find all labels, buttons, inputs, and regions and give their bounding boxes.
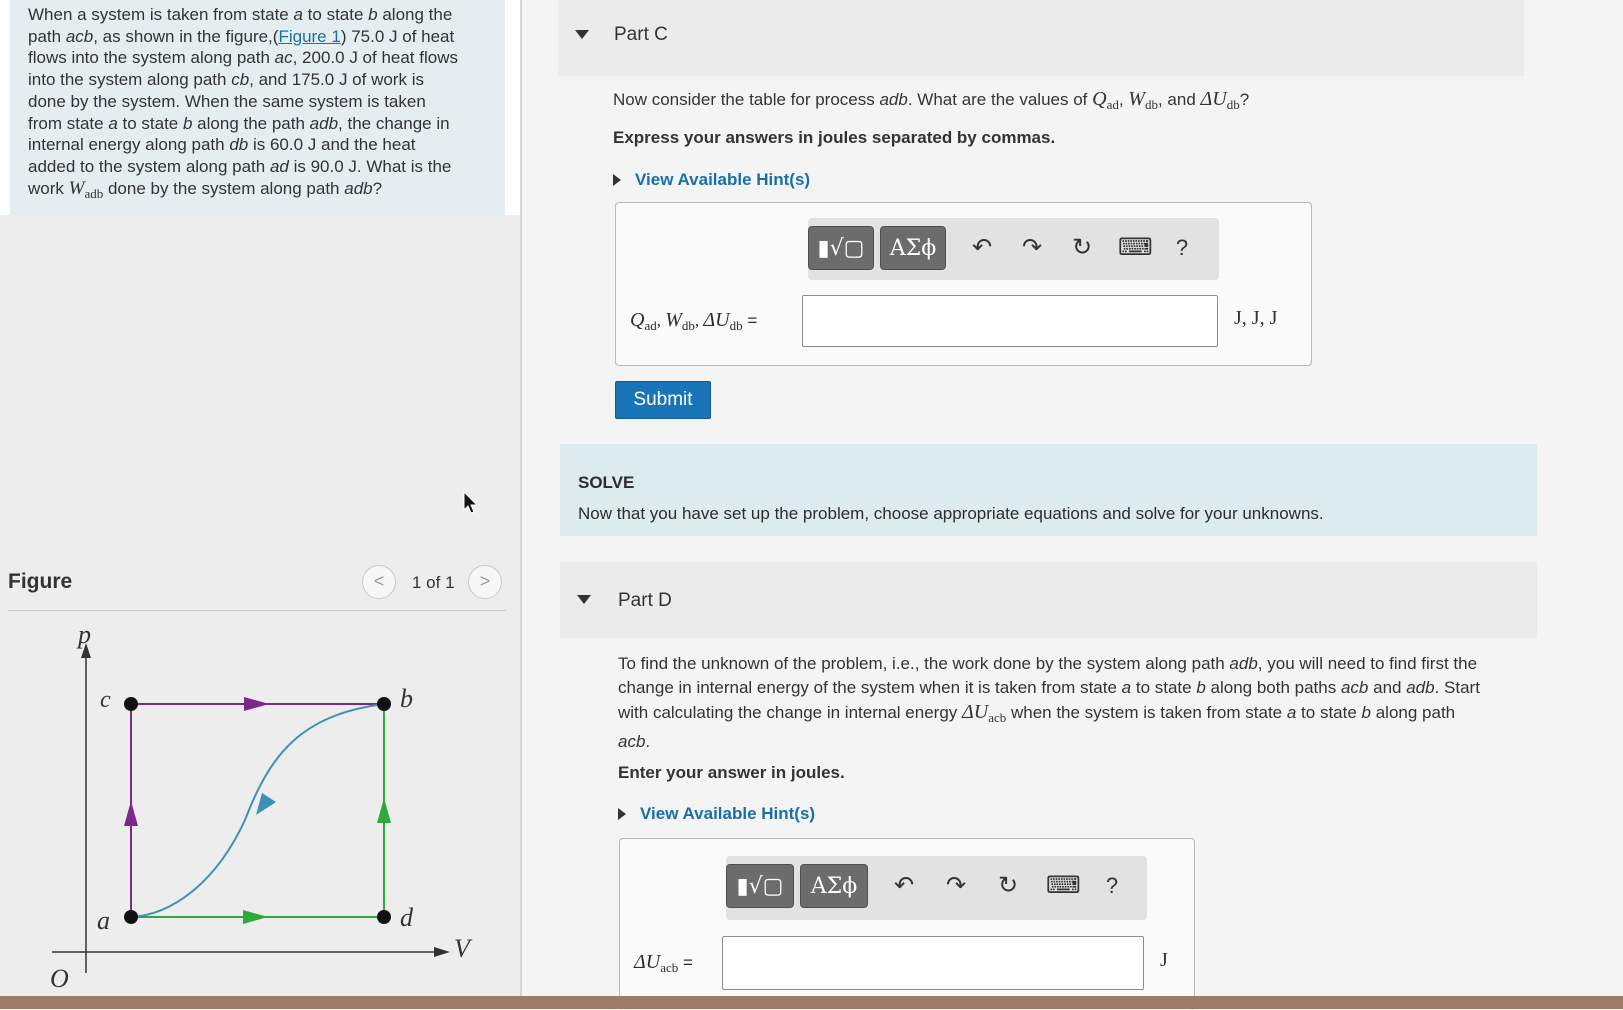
text: ΔU xyxy=(634,951,661,973)
text: to state xyxy=(302,5,369,24)
text: added to the system along path xyxy=(28,156,270,176)
part-c-title: Part C xyxy=(614,24,668,45)
text: W xyxy=(1128,88,1145,110)
text: b xyxy=(1196,678,1206,697)
text xyxy=(703,309,742,331)
text: ΔU xyxy=(703,309,730,331)
path-db-arrow-icon xyxy=(377,798,391,823)
text: adb xyxy=(309,113,339,133)
text: ΔU xyxy=(1200,88,1227,110)
p-axis-label: p xyxy=(78,620,91,649)
text: with calculating the change in internal energy xyxy=(618,703,962,722)
path-ad-arrow-icon xyxy=(243,910,268,924)
part-d-answer-label xyxy=(634,951,693,976)
text: and xyxy=(1368,678,1407,697)
text: a xyxy=(1286,703,1297,722)
text: ac xyxy=(274,48,293,68)
text: To find the unknown of the problem, i.e., the work done by the system along path xyxy=(618,654,1230,673)
text xyxy=(1128,88,1158,110)
part-c-answer-label xyxy=(630,309,757,334)
text: , and 175.0 J of work is xyxy=(249,70,424,90)
part-c-answer-input[interactable] xyxy=(802,295,1218,347)
text: to state xyxy=(117,113,183,133)
text: W xyxy=(68,177,85,199)
redo-icon[interactable]: ↷ xyxy=(1021,234,1043,261)
text: ad xyxy=(644,318,657,333)
text: acb xyxy=(660,960,679,975)
w-symbol xyxy=(69,178,104,199)
text: adb xyxy=(1406,678,1435,697)
undo-icon[interactable]: ↶ xyxy=(971,234,993,261)
part-d-unit: J xyxy=(1160,949,1168,971)
greek-symbols-button[interactable]: ΑΣϕ xyxy=(880,226,946,270)
text: acb xyxy=(618,732,646,751)
expand-triangle-icon xyxy=(618,808,626,820)
part-c-question xyxy=(613,87,1249,117)
text xyxy=(962,701,1006,723)
text: Now consider the table for process xyxy=(613,90,880,109)
text: when the system is taken from state xyxy=(1006,703,1287,722)
hint-link[interactable]: View Available Hint(s) xyxy=(640,804,816,823)
text: , xyxy=(656,311,666,330)
text: ) 75.0 J of heat xyxy=(340,26,455,46)
text xyxy=(665,309,695,331)
help-icon[interactable]: ? xyxy=(1175,235,1189,260)
bottom-edge-strip xyxy=(0,996,1623,1009)
text: work xyxy=(28,178,69,198)
part-d-answer-input[interactable] xyxy=(722,936,1144,990)
greek-symbols-button[interactable]: ΑΣϕ xyxy=(800,864,868,908)
solve-text: Now that you have set up the problem, choose appropriate equations and solve for your unknowns. xyxy=(578,504,1324,523)
text: internal energy along path xyxy=(28,135,230,155)
undo-icon[interactable]: ↶ xyxy=(893,872,915,899)
text xyxy=(630,309,657,331)
text: db xyxy=(229,135,249,155)
path-cb-arrow-icon xyxy=(244,697,269,711)
collapse-caret-icon xyxy=(575,30,589,39)
text: cb xyxy=(231,70,250,90)
text: Q xyxy=(1092,88,1107,110)
text: ? xyxy=(1239,90,1250,109)
templates-button[interactable]: ▮√▢ xyxy=(808,226,874,270)
text: acb xyxy=(65,26,94,46)
text: db xyxy=(681,318,695,333)
reset-icon[interactable]: ↻ xyxy=(997,872,1019,899)
origin-label: O xyxy=(50,964,69,993)
figure-link[interactable]: Figure 1 xyxy=(278,26,341,46)
text: b xyxy=(368,5,378,24)
text: ad xyxy=(269,156,289,176)
point-d xyxy=(377,910,391,924)
keyboard-icon[interactable]: ⌨ xyxy=(1046,872,1081,899)
part-c-header[interactable] xyxy=(558,0,1524,76)
point-b xyxy=(377,697,391,711)
text: flows into the system along path xyxy=(28,48,275,68)
text: is 90.0 J. What is the xyxy=(288,156,452,176)
text: ad xyxy=(1106,97,1119,112)
point-b-label: b xyxy=(400,684,413,713)
text xyxy=(1092,88,1119,110)
expand-triangle-icon xyxy=(613,174,621,186)
text xyxy=(634,951,678,973)
mouse-pointer-icon xyxy=(462,490,480,516)
text: , xyxy=(694,311,704,330)
text: ΔU xyxy=(962,701,989,723)
text: = xyxy=(742,311,758,330)
text: adb xyxy=(879,90,908,109)
text xyxy=(1201,88,1240,110)
text: done by the system. When the same system is taken xyxy=(28,91,426,111)
text: is 60.0 J and the heat xyxy=(248,135,416,155)
text: , as shown in the figure,( xyxy=(93,26,279,46)
text: acb xyxy=(988,710,1007,725)
figure-divider xyxy=(8,610,506,611)
text: b xyxy=(182,113,193,133)
text: to state xyxy=(1296,703,1362,722)
math-toolbar xyxy=(726,856,1147,920)
text: along the path xyxy=(192,113,310,133)
text: . Start xyxy=(1434,678,1480,697)
v-axis-label: V xyxy=(454,934,470,963)
text: along path xyxy=(1371,703,1456,722)
text: into the system along path xyxy=(28,70,232,90)
math-toolbar xyxy=(808,218,1219,280)
redo-icon[interactable]: ↷ xyxy=(945,872,967,899)
point-c-label: c xyxy=(100,687,111,713)
text: path xyxy=(28,26,66,46)
text: db xyxy=(1226,97,1240,112)
text: W xyxy=(665,309,682,331)
text: . What are the values of xyxy=(907,90,1093,109)
part-d-header[interactable] xyxy=(560,562,1537,638)
text: = xyxy=(678,953,693,972)
v-axis-arrow-icon xyxy=(434,947,450,957)
text: a xyxy=(1121,678,1132,697)
text: db xyxy=(729,318,743,333)
problem-statement xyxy=(10,0,505,215)
text: from state xyxy=(28,113,109,133)
text: along both paths xyxy=(1205,678,1341,697)
point-a-label: a xyxy=(97,906,110,935)
text: , 200.0 J of heat flows xyxy=(292,48,458,68)
collapse-caret-icon xyxy=(577,595,591,604)
submit-button[interactable]: Submit xyxy=(615,381,711,419)
point-a xyxy=(124,910,138,924)
point-d-label: d xyxy=(400,903,413,932)
text: adb xyxy=(1229,654,1258,673)
path-ac-arrow-icon xyxy=(124,801,138,826)
text: a xyxy=(108,113,118,133)
pv-diagram xyxy=(0,615,520,1000)
text: change in internal energy of the system when it is taken from state xyxy=(618,678,1122,697)
help-icon[interactable]: ? xyxy=(1105,873,1119,898)
text: along the xyxy=(377,5,453,24)
hint-link[interactable]: View Available Hint(s) xyxy=(635,170,811,189)
text: b xyxy=(1361,703,1371,722)
text: , the change in xyxy=(338,113,450,133)
text: db xyxy=(1144,97,1158,112)
text: a xyxy=(293,5,303,24)
part-c-answer-card xyxy=(615,202,1312,366)
part-d-title: Part D xyxy=(618,590,672,611)
point-c xyxy=(124,697,138,711)
text: , you will need to find first the xyxy=(1257,654,1478,673)
next-figure-button[interactable]: > xyxy=(468,565,502,599)
part-d-instruction: Enter your answer in joules. xyxy=(618,763,845,782)
text: Q xyxy=(630,309,645,331)
solve-title: SOLVE xyxy=(578,473,635,492)
figure-pager-text: 1 of 1 xyxy=(412,573,455,592)
part-c-units: J, J, J xyxy=(1234,307,1278,329)
text: to state xyxy=(1131,678,1197,697)
templates-button[interactable]: ▮√▢ xyxy=(726,864,794,908)
text: , xyxy=(1118,90,1129,109)
figure-title: Figure xyxy=(8,570,73,593)
text: adb xyxy=(344,178,373,198)
part-c-instruction: Express your answers in joules separated by commas. xyxy=(613,128,1056,147)
text: . xyxy=(645,732,651,751)
text: acb xyxy=(1340,678,1369,697)
text: When a system is taken from state xyxy=(28,5,294,24)
text: ? xyxy=(372,178,383,198)
text: , and xyxy=(1157,90,1201,109)
previous-figure-button[interactable]: < xyxy=(362,565,396,599)
part-d-answer-card xyxy=(619,838,1195,1010)
text: adb xyxy=(84,185,104,201)
text: done by the system along path xyxy=(103,178,345,198)
keyboard-icon[interactable]: ⌨ xyxy=(1118,234,1153,261)
solve-section xyxy=(560,444,1537,536)
reset-icon[interactable]: ↻ xyxy=(1071,234,1093,261)
curve-ba-arrow-icon xyxy=(256,793,276,815)
part-d-instructions xyxy=(618,652,1538,754)
